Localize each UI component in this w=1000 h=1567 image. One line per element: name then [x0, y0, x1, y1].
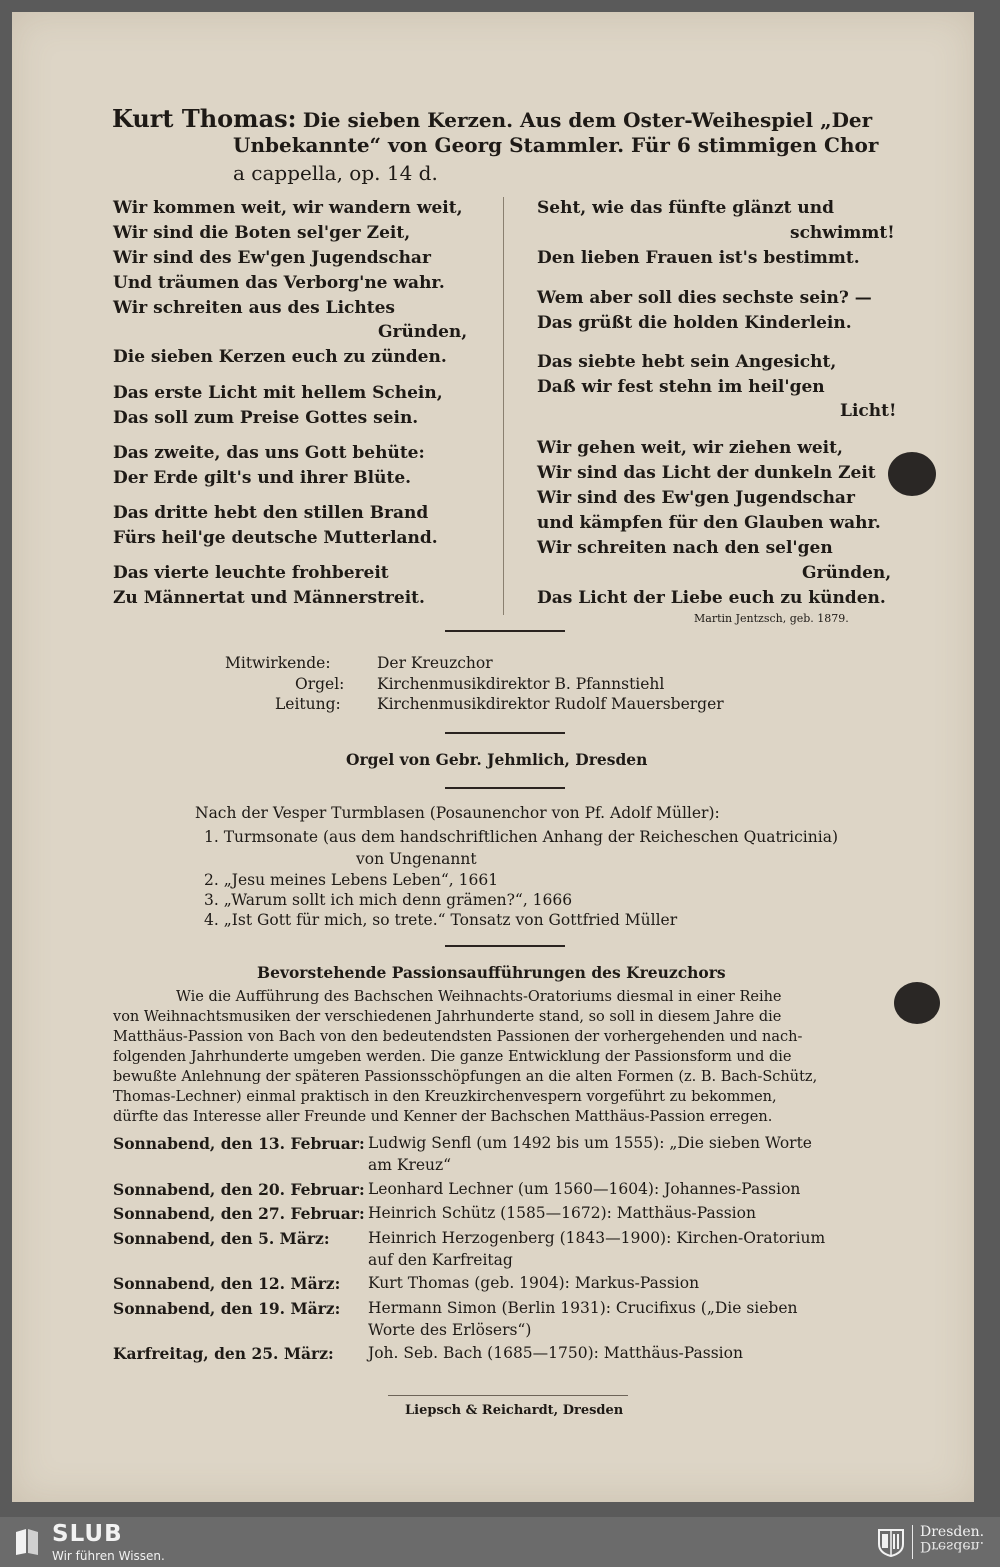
- passion-heading: Bevorstehende Passionsaufführungen des Kreuzchors: [257, 963, 726, 982]
- schedule-date: Sonnabend, den 5. März:: [113, 1229, 330, 1248]
- poem-right-line: Das siebte hebt sein Angesicht,: [537, 352, 837, 372]
- passion-paragraph-line: Thomas-Lechner) einmal praktisch in den Kreuzkirchenvespern vorgeführt zu bekommen,: [113, 1089, 777, 1105]
- poem-left-line: Wir kommen weit, wir wandern weit,: [113, 198, 463, 218]
- divider: [445, 630, 565, 632]
- poem-left-line: Gründen,: [378, 322, 468, 342]
- poem-author: Martin Jentzsch, geb. 1879.: [694, 612, 849, 625]
- poem-right-line: Licht!: [840, 401, 897, 421]
- schedule-date: Sonnabend, den 27. Februar:: [113, 1204, 365, 1223]
- poem-column-divider: [503, 197, 504, 615]
- poem-left-line: Wir schreiten aus des Lichtes: [113, 298, 396, 318]
- poem-right-line: Wem aber soll dies sechste sein? —: [537, 288, 872, 308]
- passion-paragraph-line: Matthäus-Passion von Bach von den bedeutendsten Passionen der vorhergehenden und nach-: [113, 1029, 803, 1045]
- title-line-1: Die sieben Kerzen. Aus dem Oster-Weihespiel „Der: [302, 108, 873, 132]
- schedule-work: Hermann Simon (Berlin 1931): Crucifixus („Die sieben: [368, 1299, 798, 1317]
- orgel-value: Kirchenmusikdirektor B. Pfannstiehl: [377, 675, 665, 693]
- schedule-work-cont: am Kreuz“: [368, 1156, 452, 1174]
- poem-left-line: Wir sind die Boten sel'ger Zeit,: [113, 223, 411, 243]
- poem-left-line: Die sieben Kerzen euch zu zünden.: [113, 347, 447, 367]
- schedule-work: Ludwig Senfl (um 1492 bis um 1555): „Die sieben Worte: [368, 1134, 812, 1152]
- schedule-work-cont: Worte des Erlösers“): [368, 1321, 532, 1339]
- turmblasen-item: 3. „Warum sollt ich mich denn grämen?“, 1666: [204, 891, 573, 909]
- poem-left-line: Zu Männertat und Männerstreit.: [113, 588, 425, 608]
- poem-left-line: Das dritte hebt den stillen Brand: [113, 503, 429, 523]
- mitwirkende-value: Der Kreuzchor: [377, 654, 493, 672]
- passion-paragraph-line: bewußte Anlehnung der späteren Passionsschöpfungen an die alten Formen (z. B. Bach-Schütz,: [113, 1069, 818, 1085]
- poem-right-line: Wir sind das Licht der dunkeln Zeit: [537, 463, 876, 483]
- schedule-work: Kurt Thomas (geb. 1904): Markus-Passion: [368, 1274, 700, 1292]
- schedule-work: Heinrich Schütz (1585—1672): Matthäus-Passion: [368, 1204, 756, 1222]
- leitung-label: Leitung:: [275, 695, 341, 713]
- footer-slogan: Wir führen Wissen.: [52, 1549, 165, 1563]
- schedule-date: Sonnabend, den 12. März:: [113, 1274, 341, 1293]
- punch-hole: [894, 982, 940, 1024]
- turmblasen-item: von Ungenannt: [356, 850, 477, 868]
- footer-bar: [0, 1517, 1000, 1567]
- turmblasen-intro: Nach der Vesper Turmblasen (Posaunenchor von Pf. Adolf Müller):: [195, 804, 720, 822]
- turmblasen-item: 2. „Jesu meines Lebens Leben“, 1661: [204, 871, 499, 889]
- poem-left-line: Fürs heil'ge deutsche Mutterland.: [113, 528, 438, 548]
- passion-paragraph-line: von Weihnachtsmusiken der verschiedenen Jahrhunderte stand, so soll in diesem Jahre die: [113, 1009, 782, 1025]
- printer-imprint: Liepsch & Reichardt, Dresden: [405, 1403, 624, 1418]
- poem-left-line: Und träumen das Verborg'ne wahr.: [113, 273, 445, 293]
- poem-right-line: Gründen,: [802, 563, 892, 583]
- dresden-crest-icon: [876, 1527, 906, 1557]
- poem-right-line: Daß wir fest stehn im heil'gen: [537, 377, 825, 397]
- poem-right-line: Wir schreiten nach den sel'gen: [537, 538, 833, 558]
- divider: [445, 945, 565, 947]
- poem-left-line: Der Erde gilt's und ihrer Blüte.: [113, 468, 412, 488]
- poem-left-line: Das zweite, das uns Gott behüte:: [113, 443, 425, 463]
- mitwirkende-label: Mitwirkende:: [225, 654, 331, 672]
- schedule-date: Sonnabend, den 20. Februar:: [113, 1180, 365, 1199]
- poem-right-line: Wir sind des Ew'gen Jugendschar: [537, 488, 855, 508]
- poem-right-line: schwimmt!: [790, 223, 895, 243]
- poem-left-line: Das erste Licht mit hellem Schein,: [113, 383, 443, 403]
- slub-book-icon: [14, 1528, 40, 1556]
- footer-city-label: Dresden.: [920, 1524, 985, 1540]
- passion-paragraph-line: Wie die Aufführung des Bachschen Weihnachts-Oratoriums diesmal in einer Reihe: [176, 989, 782, 1005]
- schedule-date: Sonnabend, den 13. Februar:: [113, 1134, 365, 1153]
- passion-paragraph-line: folgenden Jahrhunderte umgeben werden. Die ganze Entwicklung der Passionsform und die: [113, 1049, 792, 1065]
- divider: [445, 732, 565, 734]
- schedule-date: Sonnabend, den 19. März:: [113, 1299, 341, 1318]
- footer-city[interactable]: [920, 1525, 984, 1553]
- poem-left-line: Wir sind des Ew'gen Jugendschar: [113, 248, 431, 268]
- footer-city-mirror: Dresden.: [920, 1538, 985, 1554]
- leitung-value: Kirchenmusikdirektor Rudolf Mauersberger: [377, 695, 724, 713]
- poem-right-line: Seht, wie das fünfte glänzt und: [537, 198, 835, 218]
- footer-brand[interactable]: SLUB: [52, 1521, 123, 1547]
- passion-paragraph-line: dürfte das Interesse aller Freunde und Kenner der Bachschen Matthäus-Passion erregen.: [113, 1109, 773, 1125]
- title-line-3: a cappella, op. 14 d.: [233, 161, 438, 185]
- divider: [445, 787, 565, 789]
- poem-left-line: Das vierte leuchte frohbereit: [113, 563, 389, 583]
- schedule-work-cont: auf den Karfreitag: [368, 1251, 513, 1269]
- turmblasen-item: 1. Turmsonate (aus dem handschriftlichen Anhang der Reicheschen Quatricinia): [204, 828, 838, 846]
- schedule-work: Heinrich Herzogenberg (1843—1900): Kirchen-Oratorium: [368, 1229, 826, 1247]
- title-composer: Kurt Thomas:: [112, 104, 297, 133]
- poem-right-line: Das grüßt die holden Kinderlein.: [537, 313, 852, 333]
- punch-hole: [888, 452, 936, 496]
- schedule-work: Leonhard Lechner (um 1560—1604): Johannes-Passion: [368, 1180, 801, 1198]
- poem-right-line: Wir gehen weit, wir ziehen weit,: [537, 438, 843, 458]
- poem-right-line: Den lieben Frauen ist's bestimmt.: [537, 248, 860, 268]
- organ-note: Orgel von Gebr. Jehmlich, Dresden: [346, 750, 648, 769]
- title-line-2: Unbekannte“ von Georg Stammler. Für 6 stimmigen Chor: [233, 133, 879, 157]
- poem-right-line: Das Licht der Liebe euch zu künden.: [537, 588, 886, 608]
- turmblasen-item: 4. „Ist Gott für mich, so trete.“ Tonsatz von Gottfried Müller: [204, 911, 678, 929]
- orgel-label: Orgel:: [295, 675, 345, 693]
- poem-left-line: Das soll zum Preise Gottes sein.: [113, 408, 419, 428]
- schedule-date: Karfreitag, den 25. März:: [113, 1344, 334, 1363]
- poem-right-line: und kämpfen für den Glauben wahr.: [537, 513, 881, 533]
- footer-separator: [912, 1525, 913, 1559]
- schedule-work: Joh. Seb. Bach (1685—1750): Matthäus-Passion: [368, 1344, 743, 1362]
- printer-rule: [388, 1395, 628, 1396]
